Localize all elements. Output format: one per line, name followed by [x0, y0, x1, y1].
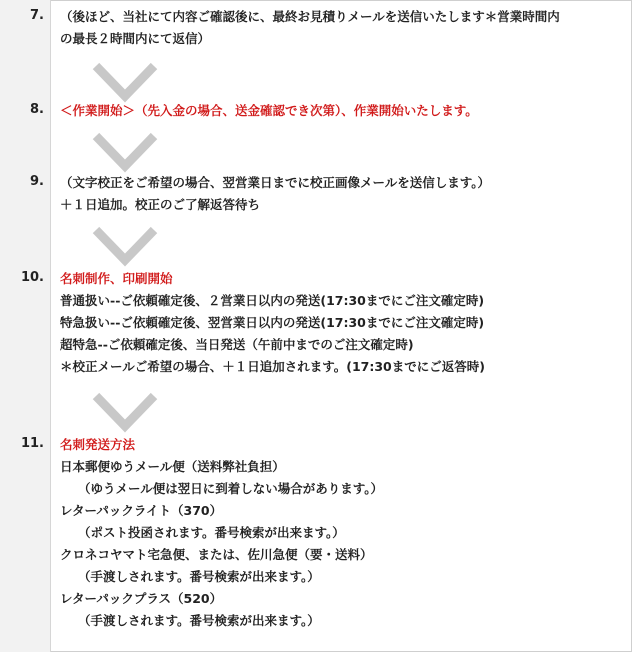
step-line: クロネコヤマト宅急便、または、佐川急便（要・送料）	[60, 547, 373, 562]
step-line: 超特急--ご依頼確定後、当日発送（午前中までのご注文確定時)	[60, 337, 414, 352]
step-line: レターパックプラス（520）	[60, 591, 223, 606]
step-line: （手渡しされます。番号検索が出来ます。）	[78, 569, 320, 584]
number-column-divider	[50, 0, 51, 652]
step-body	[60, 100, 626, 122]
step-line: の最長２時間内にて返信）	[60, 31, 211, 46]
step-line: （ポスト投函されます。番号検索が出来ます。）	[78, 525, 345, 540]
step-number: 10.	[20, 270, 44, 285]
chevron-down-arrow-icon	[90, 62, 160, 104]
chevron-down-arrow-icon	[90, 392, 160, 434]
chevron-down-arrow-icon	[90, 132, 160, 174]
step-line: レターパックライト（370）	[60, 503, 223, 518]
step-line: ＋１日追加。校正のご了解返答待ち	[60, 197, 261, 212]
step-body	[60, 268, 626, 378]
step-line: 特急扱い--ご依頼確定後、翌営業日以内の発送(17:30までにご注文確定時)	[60, 315, 485, 330]
step-body	[60, 6, 626, 50]
number-column	[0, 0, 50, 652]
step-line: ＜作業開始＞（先入金の場合、送金確認でき次第）、作業開始いたします。	[60, 103, 478, 118]
step-body	[60, 172, 626, 216]
step-line: （文字校正をご希望の場合、翌営業日までに校正画像メールを送信します。）	[60, 175, 491, 190]
step-body	[60, 434, 626, 632]
step-line: （ゆうメール便は翌日に到着しない場合があります。）	[78, 481, 384, 496]
step-line: 日本郵便ゆうメール便（送料弊社負担）	[60, 459, 285, 474]
step-line: ＊校正メールご希望の場合、＋１日追加されます。(17:30までにご返答時)	[60, 359, 485, 374]
chevron-down-arrow-icon	[90, 226, 160, 268]
step-number: 9.	[30, 174, 44, 189]
step-line: 名刺制作、印刷開始	[60, 271, 173, 286]
step-line: 普通扱い--ご依頼確定後、２営業日以内の発送(17:30までにご注文確定時)	[60, 293, 485, 308]
step-number: 8.	[30, 102, 44, 117]
step-number: 7.	[30, 8, 44, 23]
step-line: （手渡しされます。番号検索が出来ます。）	[78, 613, 320, 628]
step-number: 11.	[20, 436, 44, 451]
step-line: （後ほど、当社にて内容ご確認後に、最終お見積りメールを送信いたします＊営業時間内	[60, 9, 560, 24]
step-line: 名刺発送方法	[60, 437, 136, 452]
